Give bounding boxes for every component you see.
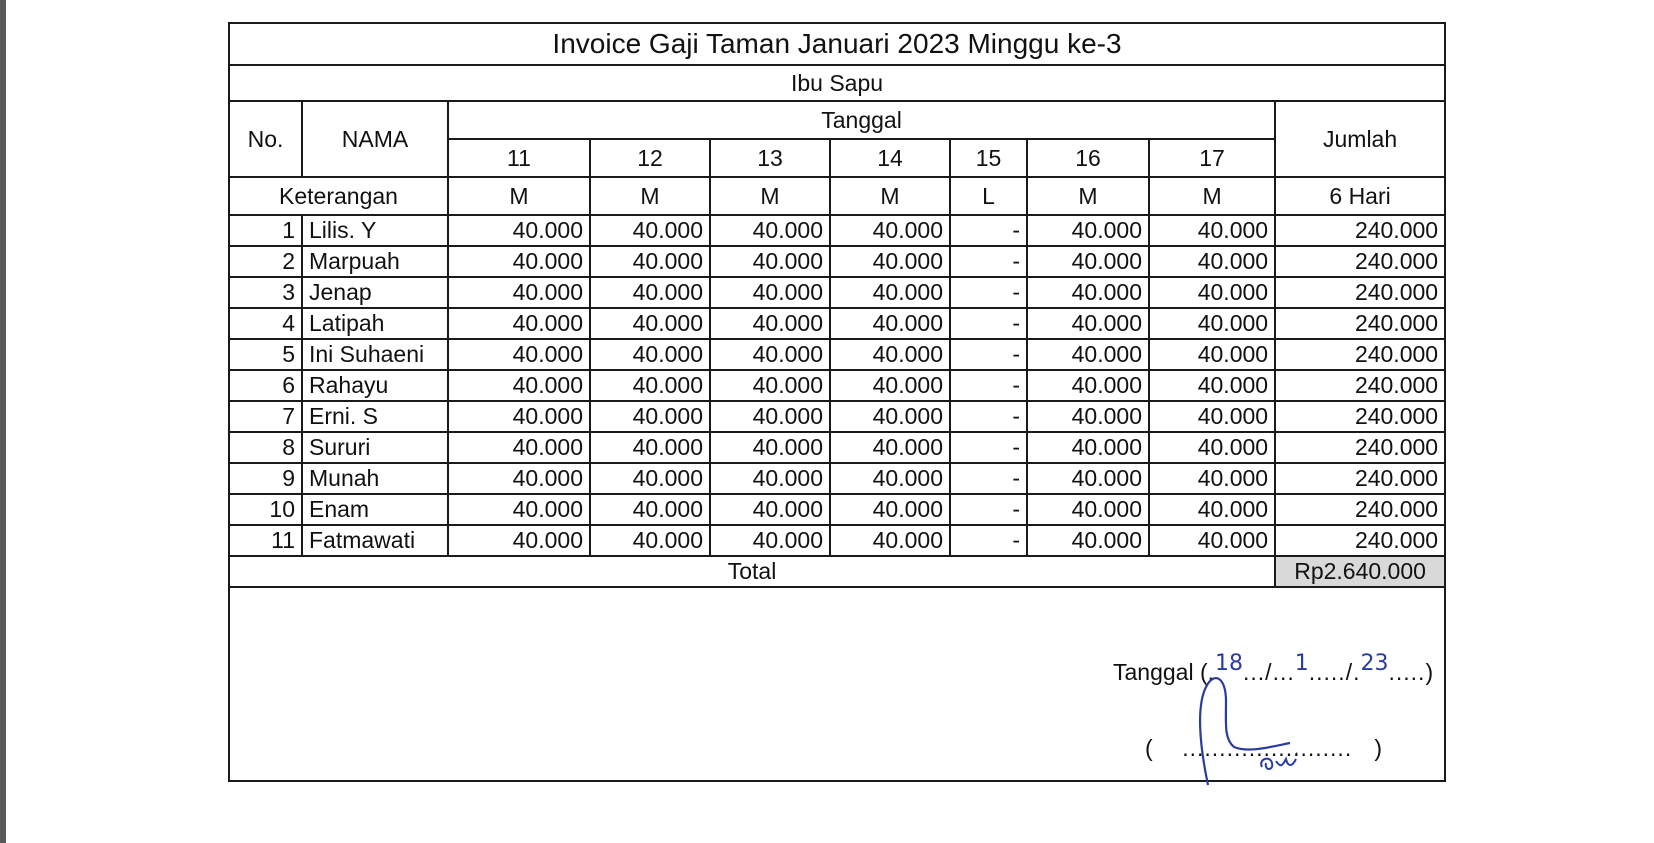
daily-wage: 40.000 <box>710 308 830 339</box>
sign-open: ( <box>1145 735 1153 761</box>
table-row <box>230 246 1444 277</box>
date-cell: 14 <box>830 139 950 177</box>
employee-name: Munah <box>302 463 448 494</box>
employee-name: Enam <box>302 494 448 525</box>
row-total: 240.000 <box>1275 432 1444 463</box>
row-total: 240.000 <box>1275 525 1444 556</box>
invoice-frame <box>228 22 1446 782</box>
row-total: 240.000 <box>1275 370 1444 401</box>
daily-wage: 40.000 <box>448 494 590 525</box>
row-number: 11 <box>230 525 302 556</box>
daily-wage: 40.000 <box>448 339 590 370</box>
daily-wage: 40.000 <box>710 432 830 463</box>
daily-wage: 40.000 <box>590 215 710 246</box>
header-row-1 <box>230 102 1444 139</box>
daily-wage: 40.000 <box>590 432 710 463</box>
total-row <box>230 556 1444 587</box>
daily-wage: 40.000 <box>830 277 950 308</box>
total-amount: Rp2.640.000 <box>1275 556 1444 587</box>
close-paren: ) <box>1425 659 1434 685</box>
daily-wage: 40.000 <box>1027 494 1149 525</box>
daily-wage: 40.000 <box>1149 308 1275 339</box>
daily-wage: 40.000 <box>1027 246 1149 277</box>
daily-wage: 40.000 <box>710 401 830 432</box>
table-row <box>230 432 1444 463</box>
daily-wage: 40.000 <box>830 463 950 494</box>
header-row-keterangan <box>230 177 1444 215</box>
table-row <box>230 401 1444 432</box>
daily-wage: - <box>950 525 1027 556</box>
header-nama: NAMA <box>302 102 448 177</box>
jumlah-days: 6 Hari <box>1275 177 1444 215</box>
daily-wage: 40.000 <box>590 494 710 525</box>
table-row <box>230 463 1444 494</box>
date-year: 23 <box>1360 651 1389 676</box>
daily-wage: 40.000 <box>1027 432 1149 463</box>
daily-wage: 40.000 <box>590 246 710 277</box>
daily-wage: 40.000 <box>710 277 830 308</box>
row-total: 240.000 <box>1275 308 1444 339</box>
employee-name: Fatmawati <box>302 525 448 556</box>
row-number: 10 <box>230 494 302 525</box>
dots: ....................... <box>1152 735 1375 761</box>
daily-wage: 40.000 <box>1027 215 1149 246</box>
daily-wage: - <box>950 494 1027 525</box>
daily-wage: 40.000 <box>1149 401 1275 432</box>
scan-edge <box>0 0 6 843</box>
daily-wage: - <box>950 246 1027 277</box>
employee-name: Marpuah <box>302 246 448 277</box>
daily-wage: 40.000 <box>448 432 590 463</box>
daily-wage: 40.000 <box>710 215 830 246</box>
table-row <box>230 370 1444 401</box>
row-number: 8 <box>230 432 302 463</box>
header-tanggal: Tanggal <box>448 102 1275 139</box>
daily-wage: 40.000 <box>590 401 710 432</box>
header-keterangan: Keterangan <box>230 177 448 215</box>
table-row <box>230 215 1444 246</box>
daily-wage: 40.000 <box>590 370 710 401</box>
daily-wage: 40.000 <box>1149 339 1275 370</box>
daily-wage: 40.000 <box>448 370 590 401</box>
date-cell: 17 <box>1149 139 1275 177</box>
row-number: 7 <box>230 401 302 432</box>
row-total: 240.000 <box>1275 401 1444 432</box>
table-row <box>230 525 1444 556</box>
row-number: 3 <box>230 277 302 308</box>
daily-wage: 40.000 <box>830 432 950 463</box>
date-cell: 16 <box>1027 139 1149 177</box>
row-total: 240.000 <box>1275 463 1444 494</box>
row-number: 4 <box>230 308 302 339</box>
date-day: 18 <box>1215 651 1244 676</box>
daily-wage: 40.000 <box>830 494 950 525</box>
signature-line <box>1145 735 1382 762</box>
code-cell: M <box>830 177 950 215</box>
daily-wage: 40.000 <box>1027 277 1149 308</box>
table-row <box>230 277 1444 308</box>
daily-wage: 40.000 <box>830 215 950 246</box>
daily-wage: - <box>950 432 1027 463</box>
dots: ..... <box>1388 659 1426 685</box>
daily-wage: - <box>950 215 1027 246</box>
employee-name: Rahayu <box>302 370 448 401</box>
daily-wage: - <box>950 401 1027 432</box>
header-no: No. <box>230 102 302 177</box>
daily-wage: 40.000 <box>710 370 830 401</box>
employee-name: Lilis. Y <box>302 215 448 246</box>
header-jumlah: Jumlah <box>1275 102 1444 177</box>
dots: .../... <box>1243 659 1295 685</box>
employee-name: Latipah <box>302 308 448 339</box>
daily-wage: 40.000 <box>448 525 590 556</box>
daily-wage: 40.000 <box>448 308 590 339</box>
daily-wage: 40.000 <box>1027 401 1149 432</box>
row-total: 240.000 <box>1275 215 1444 246</box>
row-total: 240.000 <box>1275 277 1444 308</box>
total-label: Total <box>230 556 1275 587</box>
daily-wage: 40.000 <box>590 339 710 370</box>
daily-wage: 40.000 <box>1027 525 1149 556</box>
daily-wage: 40.000 <box>1149 463 1275 494</box>
daily-wage: 40.000 <box>448 215 590 246</box>
daily-wage: - <box>950 463 1027 494</box>
code-cell: M <box>1149 177 1275 215</box>
row-total: 240.000 <box>1275 494 1444 525</box>
handwritten-signature <box>1170 667 1320 787</box>
daily-wage: 40.000 <box>590 525 710 556</box>
row-total: 240.000 <box>1275 339 1444 370</box>
daily-wage: 40.000 <box>590 463 710 494</box>
daily-wage: 40.000 <box>448 401 590 432</box>
date-month: 1 <box>1294 651 1309 676</box>
daily-wage: 40.000 <box>830 401 950 432</box>
daily-wage: 40.000 <box>1149 525 1275 556</box>
daily-wage: 40.000 <box>710 246 830 277</box>
salary-table <box>230 102 1444 588</box>
row-number: 5 <box>230 339 302 370</box>
daily-wage: 40.000 <box>1149 215 1275 246</box>
daily-wage: 40.000 <box>830 246 950 277</box>
code-cell: M <box>590 177 710 215</box>
daily-wage: 40.000 <box>830 370 950 401</box>
daily-wage: 40.000 <box>830 525 950 556</box>
daily-wage: 40.000 <box>1027 463 1149 494</box>
daily-wage: 40.000 <box>1149 494 1275 525</box>
dots: . <box>1207 659 1216 685</box>
date-cell: 15 <box>950 139 1027 177</box>
daily-wage: 40.000 <box>710 463 830 494</box>
invoice-title: Invoice Gaji Taman Januari 2023 Minggu ke-3 <box>230 24 1444 66</box>
daily-wage: 40.000 <box>1149 370 1275 401</box>
table-row <box>230 339 1444 370</box>
daily-wage: 40.000 <box>448 463 590 494</box>
daily-wage: 40.000 <box>710 339 830 370</box>
row-number: 6 <box>230 370 302 401</box>
daily-wage: 40.000 <box>1027 370 1149 401</box>
invoice-subtitle: Ibu Sapu <box>230 66 1444 102</box>
employee-name: Jenap <box>302 277 448 308</box>
daily-wage: - <box>950 308 1027 339</box>
daily-wage: 40.000 <box>830 308 950 339</box>
daily-wage: 40.000 <box>710 525 830 556</box>
tanggal-label: Tanggal ( <box>1113 659 1208 685</box>
code-cell: M <box>1027 177 1149 215</box>
daily-wage: - <box>950 370 1027 401</box>
daily-wage: 40.000 <box>590 277 710 308</box>
employee-name: Ini Suhaeni <box>302 339 448 370</box>
code-cell: M <box>710 177 830 215</box>
daily-wage: 40.000 <box>830 339 950 370</box>
date-cell: 13 <box>710 139 830 177</box>
daily-wage: 40.000 <box>1149 277 1275 308</box>
row-number: 2 <box>230 246 302 277</box>
row-number: 9 <box>230 463 302 494</box>
code-cell: L <box>950 177 1027 215</box>
daily-wage: 40.000 <box>448 277 590 308</box>
date-cell: 11 <box>448 139 590 177</box>
daily-wage: 40.000 <box>1027 339 1149 370</box>
dots: ...../. <box>1308 659 1361 685</box>
sign-close: ) <box>1374 735 1383 761</box>
table-row <box>230 308 1444 339</box>
daily-wage: 40.000 <box>1027 308 1149 339</box>
daily-wage: 40.000 <box>590 308 710 339</box>
date-cell: 12 <box>590 139 710 177</box>
daily-wage: - <box>950 277 1027 308</box>
row-total: 240.000 <box>1275 246 1444 277</box>
signature-area <box>230 607 1444 780</box>
daily-wage: 40.000 <box>1149 432 1275 463</box>
code-cell: M <box>448 177 590 215</box>
daily-wage: 40.000 <box>448 246 590 277</box>
table-row <box>230 494 1444 525</box>
daily-wage: 40.000 <box>1149 246 1275 277</box>
row-number: 1 <box>230 215 302 246</box>
daily-wage: - <box>950 339 1027 370</box>
employee-name: Erni. S <box>302 401 448 432</box>
employee-name: Sururi <box>302 432 448 463</box>
daily-wage: 40.000 <box>710 494 830 525</box>
